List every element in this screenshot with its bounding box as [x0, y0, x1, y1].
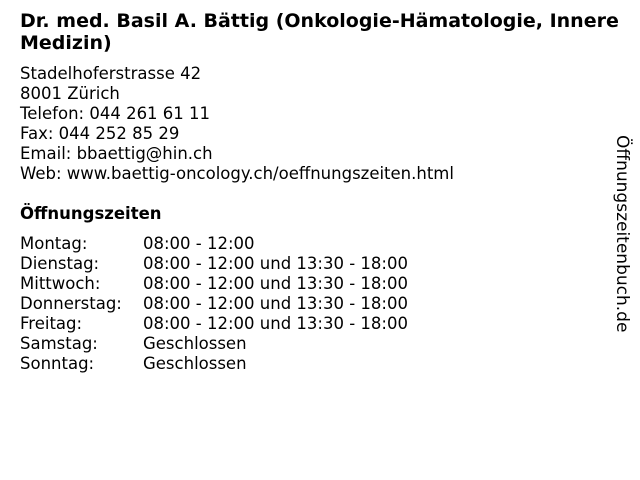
day-label: Freitag:	[20, 314, 83, 333]
hours-row-thursday	[20, 294, 408, 314]
time-value: 08:00 - 12:00 und 13:30 - 18:00	[143, 294, 408, 313]
hours-row-saturday	[20, 334, 408, 354]
time-value: 08:00 - 12:00 und 13:30 - 18:00	[143, 274, 408, 293]
hours-row-tuesday	[20, 254, 408, 274]
street-address: Stadelhoferstrasse 42	[20, 64, 202, 83]
email-address: Email: bbaettig@hin.ch	[20, 144, 213, 163]
contact-block	[20, 64, 454, 184]
day-label: Samstag:	[20, 334, 98, 353]
opening-hours-heading: Öffnungszeiten	[20, 204, 162, 223]
hours-row-friday	[20, 314, 408, 334]
hours-row-monday	[20, 234, 408, 254]
time-value: 08:00 - 12:00	[143, 234, 255, 253]
time-value: 08:00 - 12:00 und 13:30 - 18:00	[143, 314, 408, 333]
time-value: 08:00 - 12:00 und 13:30 - 18:00	[143, 254, 408, 273]
day-label: Montag:	[20, 234, 88, 253]
day-label: Mittwoch:	[20, 274, 101, 293]
day-label: Sonntag:	[20, 354, 95, 373]
site-watermark-label: Öffnungszeitenbuch.de	[612, 135, 632, 333]
time-value: Geschlossen	[143, 334, 247, 353]
page-title: Dr. med. Basil A. Bättig (Onkologie-Hämatologie, Innere Medizin)	[20, 10, 619, 54]
fax-number: Fax: 044 252 85 29	[20, 124, 180, 143]
opening-hours-table	[20, 234, 408, 374]
phone-number: Telefon: 044 261 61 11	[20, 104, 211, 123]
day-label: Dienstag:	[20, 254, 100, 273]
hours-row-wednesday	[20, 274, 408, 294]
time-value: Geschlossen	[143, 354, 247, 373]
city-address: 8001 Zürich	[20, 84, 120, 103]
website-address: Web: www.baettig-oncology.ch/oeffnungszeiten.html	[20, 164, 454, 183]
hours-row-sunday	[20, 354, 408, 374]
day-label: Donnerstag:	[20, 294, 122, 313]
